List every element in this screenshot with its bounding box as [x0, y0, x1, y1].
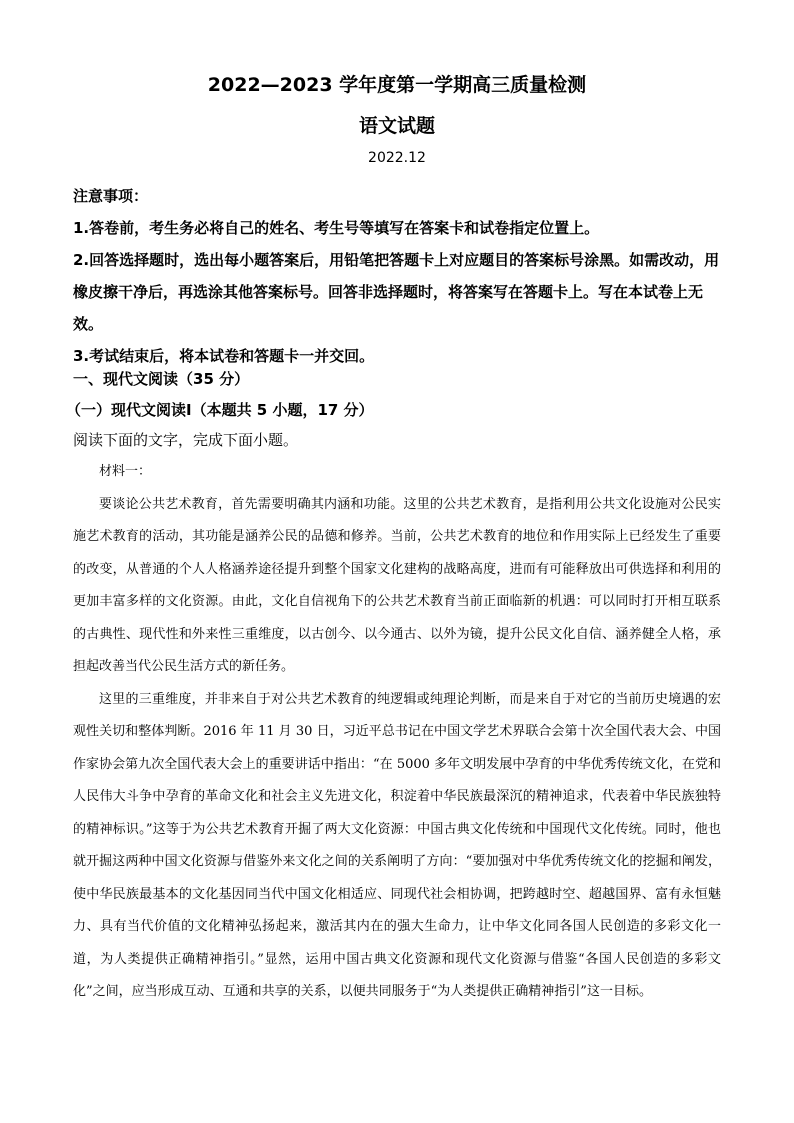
subsection-heading: （一）现代文阅读Ⅰ（本题共 5 小题，17 分） — [66, 401, 374, 419]
material-label: 材料一： — [99, 464, 152, 479]
notice-item-2: 2.回答选择题时，选出每小题答案后，用铅笔把答题卡上对应题目的答案标号涂黑。如需改动，用橡皮擦干净后，再选涂其他答案标号。回答非选择题时，将答案写在答题卡上。写在本试卷上无效。 — [73, 251, 720, 333]
reading-instruction: 阅读下面的文字，完成下面小题。 — [73, 431, 299, 449]
material-paragraph-1: 要谈论公共艺术教育，首先需要明确其内涵和功能。这里的公共艺术教育，是指利用公共文化设施对公民实施艺术教育的活动，其功能是涵养公民的品德和修养。当前，公共艺术教育的地位和作用实际上已经发生了重要的改变，从普通的个人人格涵养途径提升到整个国家文化建构的战略高度，进而有可能释放出可供选择和利用的更加丰富多样的文化资源。由此，文化自信视角下的公共艺术教育当前正面临新的机遇：可以同时打开相互联系的古典性、现代性和外来性三重维度，以古创今、以今通古、以外为镜，提升公民文化自信、涵养健全人格，承担起改善当代公民生活方式的新任务。 — [73, 496, 721, 674]
exam-subtitle: 语文试题 — [358, 115, 435, 137]
exam-date: 2022.12 — [368, 150, 426, 166]
notice-heading: 注意事项： — [73, 187, 149, 205]
material-paragraph-2: 这里的三重维度，并非来自于对公共艺术教育的纯逻辑或纯理论判断，而是来自于对它的当前历史境遇的宏观性关切和整体判断。2016 年 11 月 30 日，习近平总书记在中国文学艺术界联合会第十次全国代表大会、中国作家协会第九次全国代表大会上的重要讲话中指出：“在 5000 多年文明发展中孕育的中华优秀传统文化，在党和人民伟大斗争中孕育的革命文化和社会主义先进文化，积淀着中华民族最深沉的精神追求，代表着中华民族独特的精神标识。”这等于为公共艺术教育开掘了两大文化资源：中国古典文化传统和中国现代文化传统。同时，他也就开掘这两种中国文化资源与借鉴外来文化之间的关系阐明了方向：“要加强对中华优秀传统文化的挖掘和阐发，使中华民族最基本的文化基因同当代中国文化相适应、同现代社会相协调，把跨越时空、超越国界、富有永恒魅力、具有当代价值的文化精神弘扬起来，激活其内在的强大生命力，让中华文化同各国人民创造的多彩文化一道，为人类提供正确精神指引。”显然，运用中国古典文化资源和现代文化资源与借鉴“各国人民创造的多彩文化”之间，应当形成互动、互通和共享的关系，以便共同服务于“为人类提供正确精神指引”这一目标。 — [73, 691, 721, 999]
notice-item-1: 1.答卷前，考生务必将自己的姓名、考生号等填写在答案卡和试卷指定位置上。 — [73, 219, 600, 237]
notice-item-3: 3.考试结束后，将本试卷和答题卡一并交回。 — [73, 347, 375, 365]
exam-title: 2022—2023 学年度第一学期高三质量检测 — [207, 74, 587, 96]
section-heading: 一、现代文阅读（35 分） — [73, 370, 250, 388]
material-passage — [73, 456, 721, 1009]
notice-block — [73, 180, 723, 372]
